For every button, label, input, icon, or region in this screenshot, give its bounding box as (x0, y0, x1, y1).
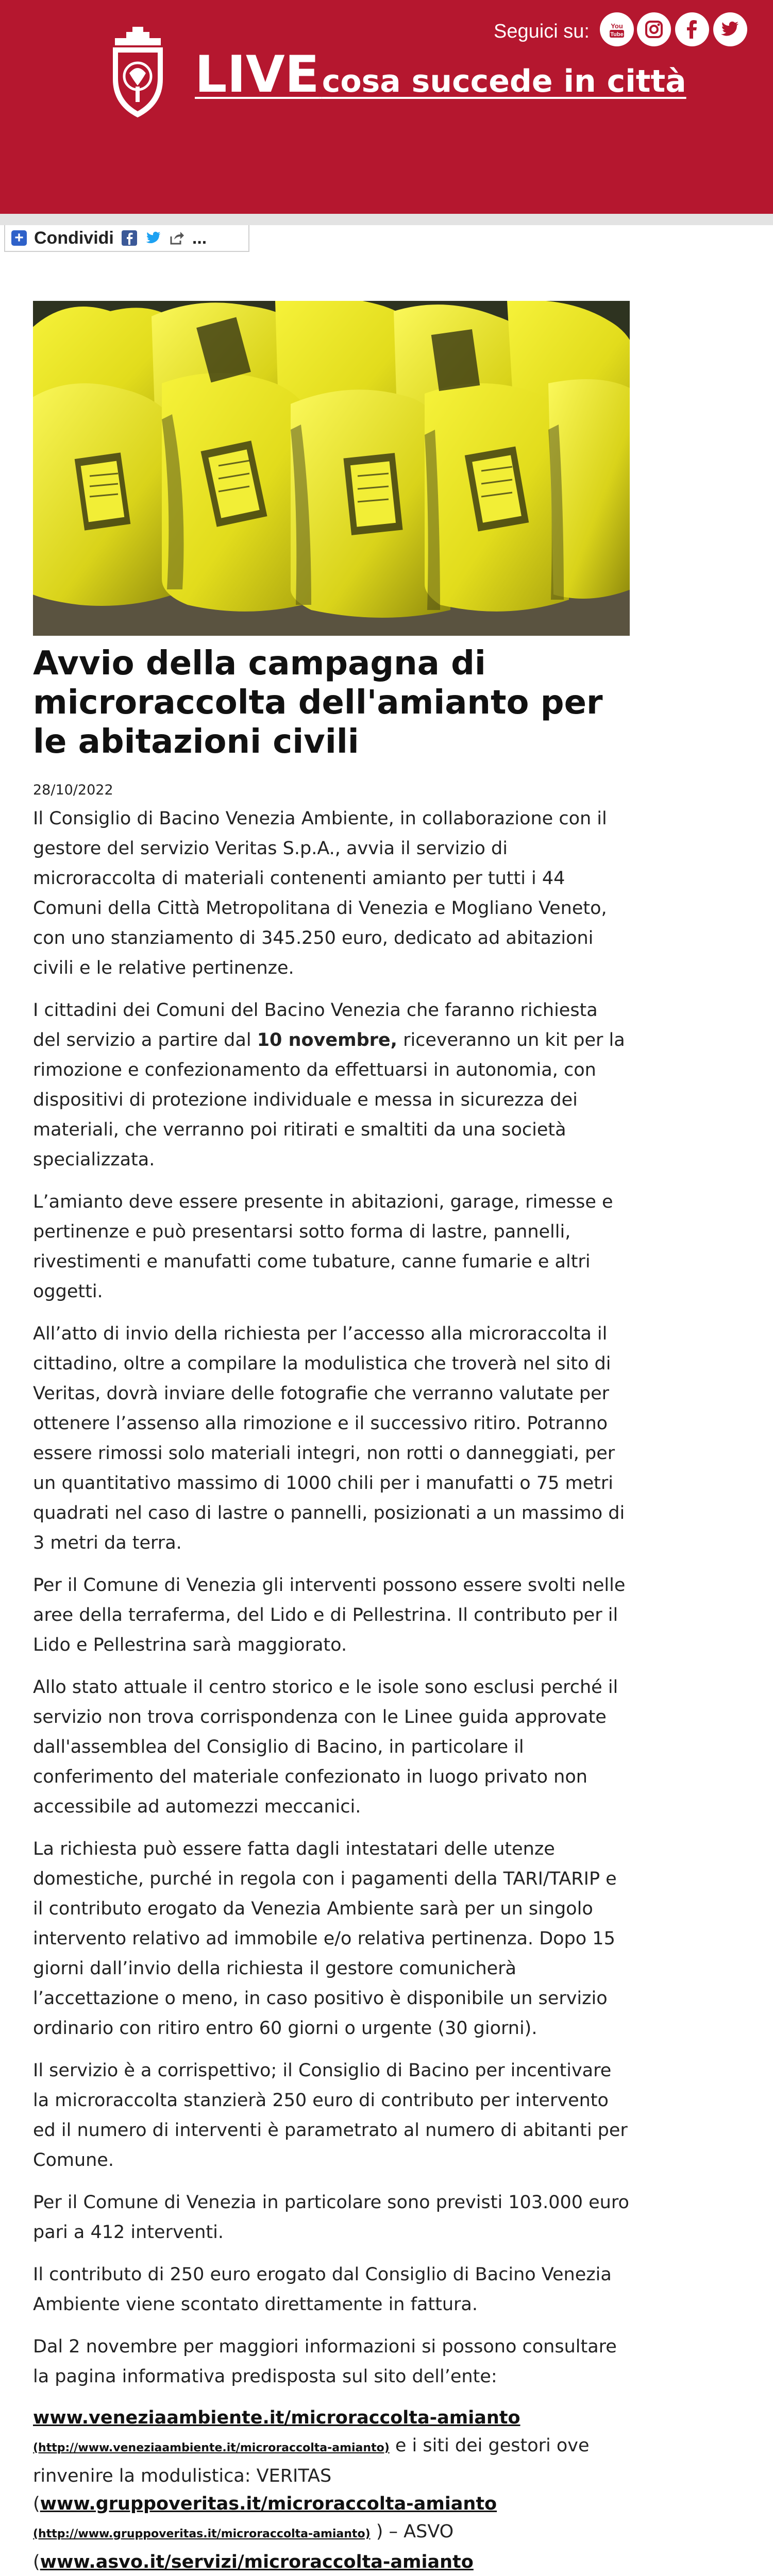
share-label[interactable]: Condividi (34, 228, 114, 248)
paragraph-1: Il Consiglio di Bacino Venezia Ambiente, in collaborazione con il gestore del servizio Veritas S.p.A., avvia il servizio di microraccolta di materiali contenenti amianto per tutti i 44 Comuni della Città Metropolitana di Venezia e Mogliano Veneto, con uno stanziamento di 345.250 euro, dedicato ad abitazioni civili e le relative pertinenze. (33, 808, 607, 978)
link-veneziaambiente[interactable]: www.veneziaambiente.it/microraccolta-amianto (33, 2408, 520, 2428)
share-bar[interactable] (4, 225, 249, 252)
paragraph-2-end: riceveranno un kit per la rimozione e confezionamento da effettuarsi in autonomia, con dispositivi di protezione individuale e messa in sicurezza dei materiali, che verranno poi ritirati e smaltiti da una società specializzata. (33, 1030, 625, 1170)
link-gruppoveritas[interactable]: www.gruppoveritas.it/microraccolta-amianto (40, 2494, 497, 2514)
paragraph-2-start: I cittadini dei Comuni del Bacino Venezia che faranno richiesta del servizio a partire dal (33, 1000, 598, 1050)
follow-label: Seguici su: (494, 21, 590, 42)
youtube-icon[interactable] (600, 12, 634, 46)
svg-text:Tube: Tube (610, 31, 624, 38)
city-crest-logo[interactable] (106, 23, 170, 120)
share-arrow-icon[interactable] (169, 230, 185, 246)
paragraph-3: L’amianto deve essere presente in abitazioni, garage, rimesse e pertinenze e può presentarsi sotto forma di lastre, pannelli, rivestimenti e manufatti come tubature, canne fumarie e altri oggetti. (33, 1192, 613, 1302)
links-text-1: e i siti dei gestori ove rinvenire la modulistica: VERITAS ( (33, 2435, 590, 2514)
twitter-share-icon[interactable] (145, 230, 161, 246)
paragraph-2 (33, 995, 631, 1175)
addthis-plus-icon[interactable]: + (11, 230, 27, 246)
link-gruppoveritas-url[interactable]: (http://www.gruppoveritas.it/microraccolta-amianto) (33, 2528, 371, 2540)
links-text-2: ) – ASVO ( (33, 2521, 454, 2572)
link-asvo[interactable]: www.asvo.it/servizi/microraccolta-amianto (40, 2552, 474, 2572)
paragraph-7: La richiesta può essere fatta dagli intestatari delle utenze domestiche, purché in regola con i pagamenti della TARI/TARIP e il contributo erogato da Venezia Ambiente sarà per un singolo intervento relativo ad immobile e/o relativa pertinenza. Dopo 15 giorni dall’invio della richiesta il gestore comunicherà l’accettazione o meno, in caso positivo è disponibile un servizio ordinario con ritiro entro 60 giorni o urgente (30 giorni). (33, 1839, 617, 2039)
paragraph-9: Per il Comune di Venezia in particolare sono previsti 103.000 euro pari a 412 interventi. (33, 2192, 629, 2243)
facebook-share-icon[interactable] (121, 230, 138, 246)
hero-image (33, 301, 630, 636)
site-header (0, 0, 773, 214)
live-title-link[interactable] (195, 45, 686, 104)
asbestos-bags-photo (33, 301, 630, 636)
paragraph-5: Per il Comune di Venezia gli interventi possono essere svolti nelle aree della terraferma, del Lido e di Pellestrina. Il contributo per il Lido e Pellestrina sarà maggiorato. (33, 1575, 626, 1655)
facebook-icon[interactable] (675, 12, 709, 46)
paragraph-links (33, 2404, 631, 2576)
link-veneziaambiente-url[interactable]: (http://www.veneziaambiente.it/microraccolta-amianto) (33, 2442, 390, 2454)
article-body (33, 804, 631, 2576)
paragraph-11: Dal 2 novembre per maggiori informazioni si possono consultare la pagina informativa predisposta sul sito dell’ente: (33, 2336, 617, 2387)
header-divider (0, 214, 773, 225)
paragraph-10: Il contributo di 250 euro erogato dal Consiglio di Bacino Venezia Ambiente viene scontato direttamente in fattura. (33, 2264, 612, 2315)
svg-text:You: You (611, 22, 623, 30)
article-date: 28/10/2022 (33, 782, 113, 798)
share-more[interactable]: ... (192, 228, 207, 248)
paragraph-6: Allo stato attuale il centro storico e le isole sono esclusi perché il servizio non trova corrispondenza con le Linee guida approvate dall'assemblea del Consiglio di Bacino, in particolare il conferimento del materiale confezionato in luogo privato non accessibile ad automezzi meccanici. (33, 1677, 618, 1817)
instagram-icon[interactable] (637, 12, 671, 46)
paragraph-8: Il servizio è a corrispettivo; il Consiglio di Bacino per incentivare la microraccolta stanzierà 250 euro di contributo per intervento ed il numero di interventi è parametrato al numero di abitanti per Comune. (33, 2060, 628, 2171)
paragraph-4: All’atto di invio della richiesta per l’accesso alla microraccolta il cittadino, oltre a compilare la modulistica che troverà nel sito di Veritas, dovrà inviare delle fotografie che verranno valutate per ottenere l’assenso alla rimozione e il successivo ritiro. Potranno essere rimossi solo materiali integri, non rotti o danneggiati, per un quantitativo massimo di 1000 chili per i manufatti o 75 metri quadrati nel caso di lastre o pannelli, posizionati a un massimo di 3 metri da terra. (33, 1324, 625, 1553)
twitter-icon[interactable] (713, 12, 747, 46)
live-title-small: cosa succede in città (322, 63, 686, 99)
paragraph-2-date: 10 novembre, (257, 1030, 397, 1050)
article-title: Avvio della campagna di microraccolta dell'amianto per le abitazioni civili (33, 645, 603, 761)
live-title-big: LIVE (195, 45, 320, 104)
